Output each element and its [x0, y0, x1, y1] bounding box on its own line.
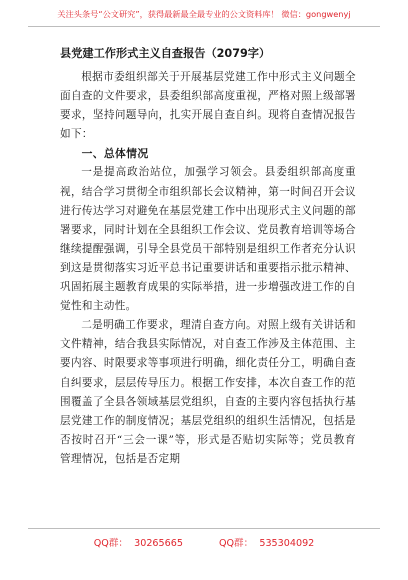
- header-divider: [28, 26, 380, 27]
- footer-qq-group-2: QQ群： 535304092: [218, 538, 315, 549]
- body-paragraph: 一是提高政治站位，加强学习领会。县委组织部高度重视，结合学习贯彻全市组织部长会议精神，第一时间召开会议进行传达学习对避免在基层党建工作中出现形式主义问题的部署要求，同时计划在全县组织工作会议、党员教育培训等场合继续提醒强调，引导全县党员干部特别是组织工作者充分认识到这是贯彻落实习近平总书记重要讲话和重要指示批示精神、巩固拓展主题教育成果的实际举措，进一步增强改进工作的自觉性和主动性。: [60, 166, 356, 313]
- body-paragraph: 二是明确工作要求，理清自查方向。对照上级有关讲话和文件精神，结合我县实际情况，对自查工作涉及主体范围、主要内容、时限要求等事项进行明确，细化责任分工，明确自查自纠要求，层层传导压力。根据工作安排，本次自查工作的范围覆盖了全县各领域基层党组织，自查的主要内容包括执行基层党建工作的制度情况；基层党组织的组织生活情况，包括是否按时召开“三会一课”等，形式是否贴切实际等；党员教育管理情况，包括是否定期: [60, 319, 356, 465]
- document-title: 县党建工作形式主义自查报告（2079字）: [60, 47, 271, 60]
- footer-qq-group-1: QQ群： 30265665: [93, 538, 183, 549]
- footer-divider: [28, 528, 380, 529]
- intro-paragraph: 根据市委组织部关于开展基层党建工作中形式主义问题全面自查的文件要求，县委组织部高度重视，严格对照上级部署要求，坚持问题导向，扎实开展自查自纠。现将自查情况报告如下：: [60, 71, 356, 141]
- section-heading: 一、总体情况: [81, 147, 149, 161]
- document-body: [60, 68, 356, 469]
- footer: [0, 535, 408, 549]
- header-banner: 关注头条号“公文研究”，获得最新最全最专业的公文资料库！ 微信：gongwenyj: [57, 9, 351, 19]
